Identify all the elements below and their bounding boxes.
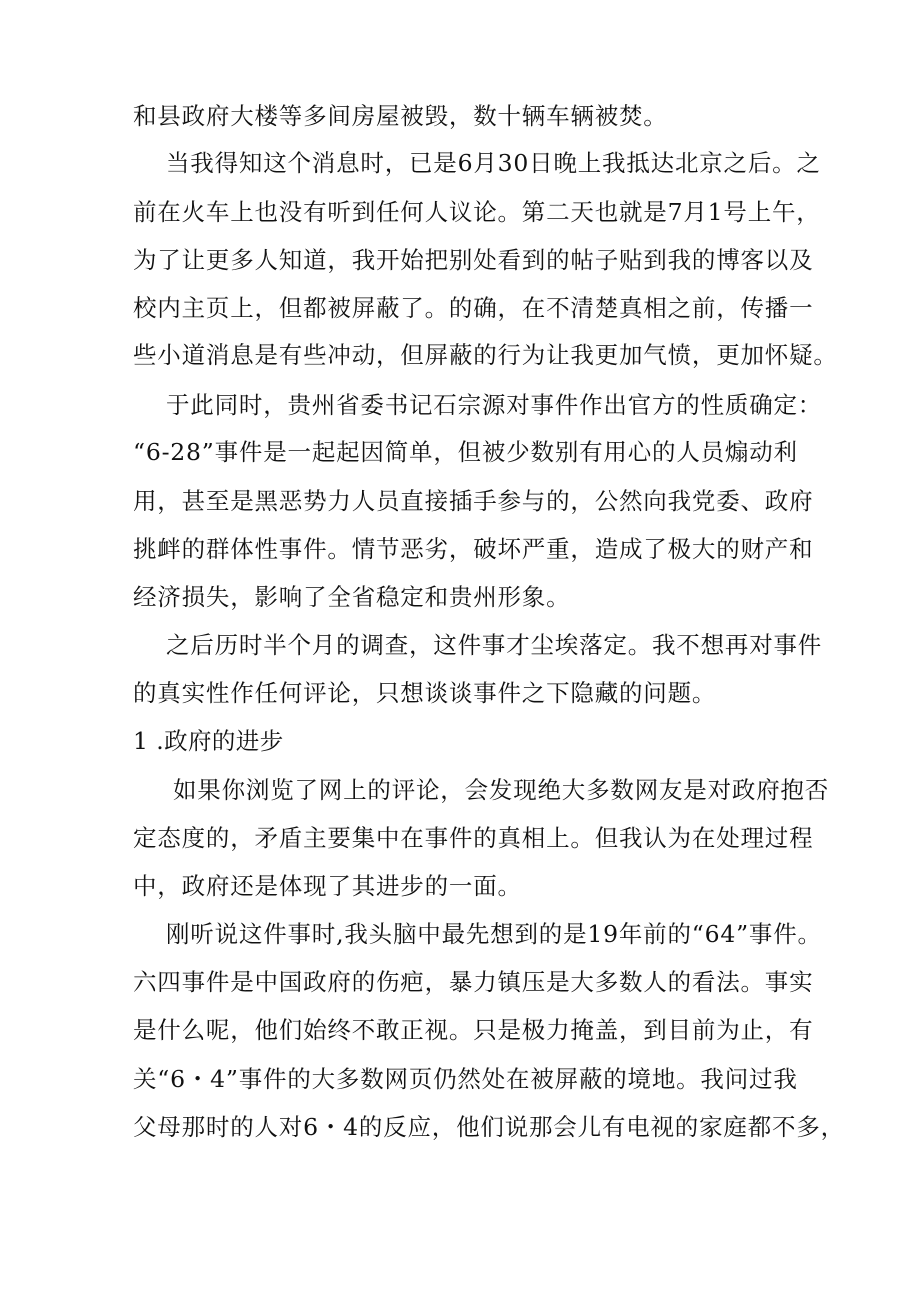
text-line: 前在火车上也没有听到任何人议论。第二天也就是7月1号上午， [133, 198, 821, 226]
text-line: 如果你浏览了网上的评论，会发现绝大多数网友是对政府抱否 [173, 776, 830, 804]
section-heading: 1 .政府的进步 [133, 727, 284, 755]
text-line: 为了让更多人知道，我开始把别处看到的帖子贴到我的博客以及 [133, 246, 814, 274]
text-line: 和县政府大楼等多间房屋被毁，数十辆车辆被焚。 [133, 102, 668, 130]
text-line: 之后历时半个月的调查，这件事才尘埃落定。我不想再对事件 [166, 631, 823, 659]
text-line: 用，甚至是黑恶势力人员直接插手参与的，公然向我党委、政府 [133, 487, 814, 515]
text-line: 刚听说这件事时,我头脑中最先想到的是19年前的“64”事件。 [166, 920, 822, 948]
text-line: 定态度的，矛盾主要集中在事件的真相上。但我认为在处理过程 [133, 824, 814, 852]
text-line: 于此同时，贵州省委书记石宗源对事件作出官方的性质确定： [166, 391, 823, 419]
text-line: 当我得知这个消息时，已是6月30日晚上我抵达北京之后。之 [166, 149, 821, 177]
text-line: 是什么呢，他们始终不敢正视。只是极力掩盖，到目前为止，有 [133, 1016, 814, 1044]
text-line: 六四事件是中国政府的伤疤，暴力镇压是大多数人的看法。事实 [133, 968, 814, 996]
text-line: 中，政府还是体现了其进步的一面。 [133, 872, 522, 900]
text-line: 挑衅的群体性事件。情节恶劣，破坏严重，造成了极大的财产和 [133, 535, 814, 563]
text-line: “6-28”事件是一起起因简单，但被少数别有用心的人员煽动利 [133, 438, 798, 466]
text-line: 父母那时的人对6・4的反应，他们说那会儿有电视的家庭都不多， [133, 1113, 845, 1141]
text-line: 校内主页上，但都被屏蔽了。的确，在不清楚真相之前，传播一 [133, 294, 814, 322]
text-line: 关“6・4”事件的大多数网页仍然处在被屏蔽的境地。我问过我 [133, 1065, 798, 1093]
text-line: 的真实性作任何评论，只想谈谈事件之下隐藏的问题。 [133, 679, 717, 707]
text-line: 些小道消息是有些冲动，但屏蔽的行为让我更加气愤，更加怀疑。 [133, 341, 838, 369]
text-line: 经济损失，影响了全省稳定和贵州形象。 [133, 583, 571, 611]
